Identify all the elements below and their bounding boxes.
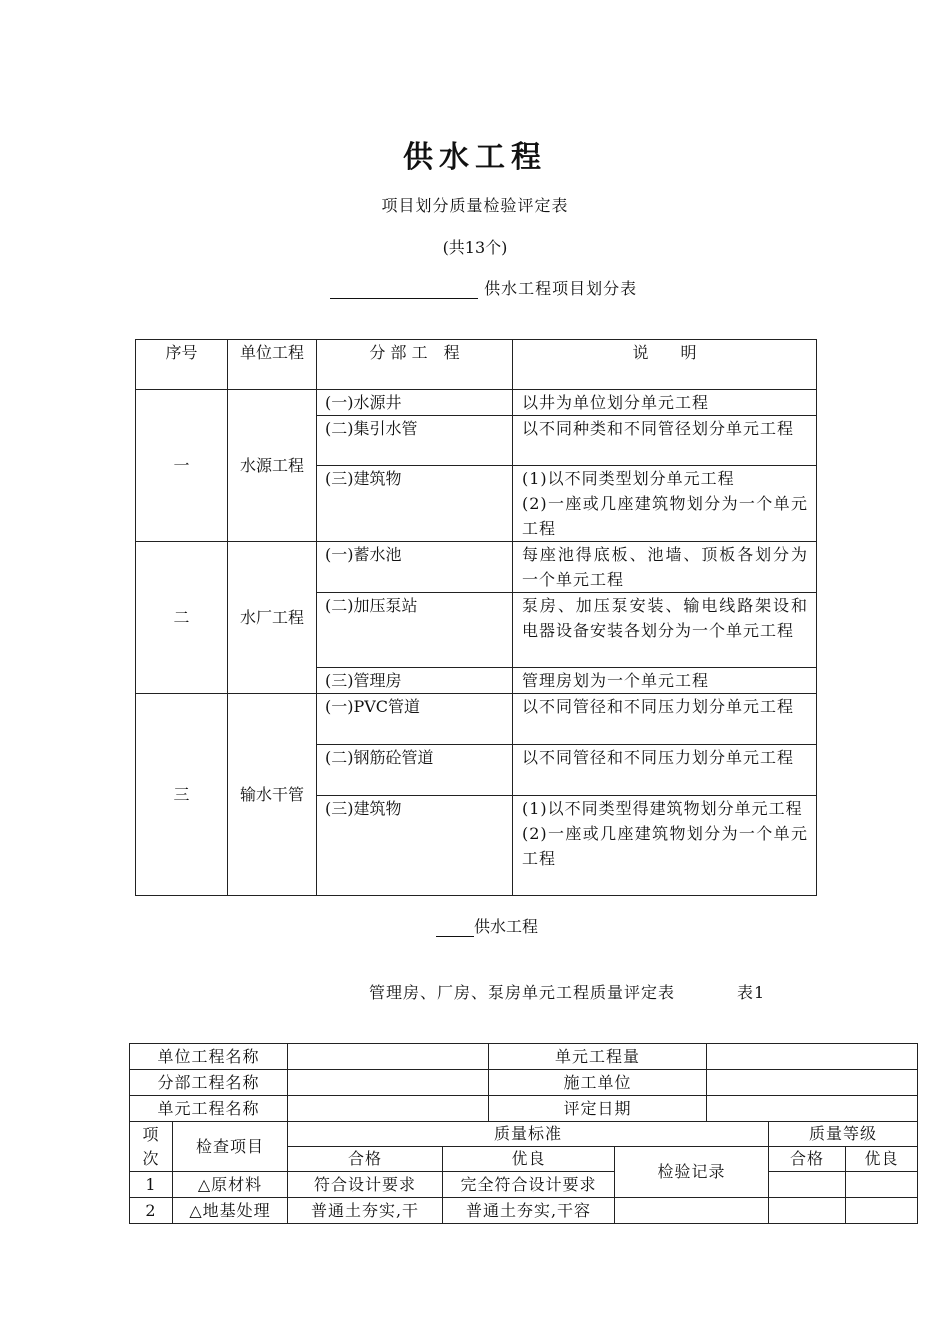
fill-in-blank	[436, 920, 474, 937]
grade-good-label: 优良	[846, 1147, 918, 1172]
table-row	[136, 542, 817, 593]
footer-project-name: 供水工程	[474, 917, 539, 936]
row-grade-pass[interactable]	[769, 1198, 846, 1224]
element-name-value[interactable]	[288, 1096, 489, 1122]
part-name-value[interactable]	[288, 1070, 489, 1096]
constructor-value[interactable]	[707, 1070, 918, 1096]
table2-caption	[369, 980, 765, 1003]
group-unit: 水源工程	[228, 390, 317, 542]
part-cell: (二)集引水管	[317, 416, 513, 466]
part-cell: (二)加压泵站	[317, 593, 513, 668]
row-record[interactable]	[615, 1198, 769, 1224]
grade-pass-label: 合格	[769, 1147, 846, 1172]
part-cell: (三)管理房	[317, 668, 513, 694]
section-title-line	[330, 276, 637, 299]
header-unit: 单位工程	[228, 340, 317, 390]
desc-cell: 以不同种类和不同管径划分单元工程	[513, 416, 817, 466]
header-desc: 说 明	[513, 340, 817, 390]
unit-qty-label: 单元工程量	[489, 1044, 707, 1070]
table-row	[136, 694, 817, 745]
table-row	[136, 390, 817, 416]
row-item: △地基处理	[173, 1198, 288, 1224]
quality-std-label: 质量标准	[288, 1122, 769, 1147]
part-cell: (三)建筑物	[317, 466, 513, 542]
row-good-std: 普通土夯实,干容	[443, 1198, 615, 1224]
document-title: 供水工程	[403, 140, 547, 175]
part-cell: (一)水源井	[317, 390, 513, 416]
row-grade-good[interactable]	[846, 1198, 918, 1224]
part-cell: (二)钢筋砼管道	[317, 745, 513, 796]
unit-name-value[interactable]	[288, 1044, 489, 1070]
table1-header-row	[136, 340, 817, 390]
table2-title: 管理房、厂房、泵房单元工程质量评定表	[369, 983, 676, 1002]
table2-number: 表1	[737, 983, 766, 1002]
header-seq: 序号	[136, 340, 228, 390]
project-division-table	[135, 339, 817, 896]
part-cell: (三)建筑物	[317, 796, 513, 896]
row-pass-std: 普通土夯实,干	[288, 1198, 443, 1224]
desc-cell	[513, 796, 817, 896]
desc-line: (1)以不同类型得建筑物划分单元工程	[522, 799, 803, 818]
group-no: 三	[136, 694, 228, 896]
desc-line: (2)一座或几座建筑物划分为一个单元工程	[522, 494, 808, 538]
eval-date-label: 评定日期	[489, 1096, 707, 1122]
desc-cell	[513, 466, 817, 542]
std-pass-label: 合格	[288, 1147, 443, 1172]
part-cell: (一)PVC管道	[317, 694, 513, 745]
seq-label: 项次	[130, 1122, 173, 1172]
desc-cell: 泵房、加压泵安装、输电线路架设和电器设备安装各划分为一个单元工程	[513, 593, 817, 668]
footer-project-line	[436, 914, 538, 937]
table-row	[130, 1172, 918, 1198]
desc-line: (2)一座或几座建筑物划分为一个单元工程	[522, 824, 808, 868]
quality-evaluation-table	[129, 1043, 918, 1224]
quality-grade-label: 质量等级	[769, 1122, 918, 1147]
desc-cell: 管理房划为一个单元工程	[513, 668, 817, 694]
row-grade-pass[interactable]	[769, 1172, 846, 1198]
unit-name-label: 单位工程名称	[130, 1044, 288, 1070]
table-row	[130, 1122, 918, 1147]
group-unit: 水厂工程	[228, 542, 317, 694]
unit-qty-value[interactable]	[707, 1044, 918, 1070]
group-unit: 输水干管	[228, 694, 317, 896]
desc-cell: 以不同管径和不同压力划分单元工程	[513, 745, 817, 796]
std-good-label: 优良	[443, 1147, 615, 1172]
document-count: (共13个)	[442, 238, 508, 257]
part-name-label: 分部工程名称	[130, 1070, 288, 1096]
element-name-label: 单元工程名称	[130, 1096, 288, 1122]
document-subtitle: 项目划分质量检验评定表	[381, 196, 569, 215]
record-label: 检验记录	[615, 1147, 769, 1198]
table-row	[130, 1070, 918, 1096]
header-part: 分 部 工 程	[317, 340, 513, 390]
table-row	[130, 1096, 918, 1122]
table-row	[130, 1044, 918, 1070]
part-cell: (一)蓄水池	[317, 542, 513, 593]
section-title: 供水工程项目划分表	[484, 279, 638, 298]
desc-cell: 以井为单位划分单元工程	[513, 390, 817, 416]
eval-date-value[interactable]	[707, 1096, 918, 1122]
row-item: △原材料	[173, 1172, 288, 1198]
row-no: 2	[130, 1198, 173, 1224]
row-grade-good[interactable]	[846, 1172, 918, 1198]
group-no: 一	[136, 390, 228, 542]
check-item-label: 检查项目	[173, 1122, 288, 1172]
constructor-label: 施工单位	[489, 1070, 707, 1096]
row-pass-std: 符合设计要求	[288, 1172, 443, 1198]
group-no: 二	[136, 542, 228, 694]
row-good-std: 完全符合设计要求	[443, 1172, 615, 1198]
desc-cell: 以不同管径和不同压力划分单元工程	[513, 694, 817, 745]
table-row	[130, 1198, 918, 1224]
desc-cell: 每座池得底板、池墙、顶板各划分为一个单元工程	[513, 542, 817, 593]
row-no: 1	[130, 1172, 173, 1198]
fill-in-blank	[330, 282, 478, 299]
desc-line: (1)以不同类型划分单元工程	[522, 469, 735, 488]
